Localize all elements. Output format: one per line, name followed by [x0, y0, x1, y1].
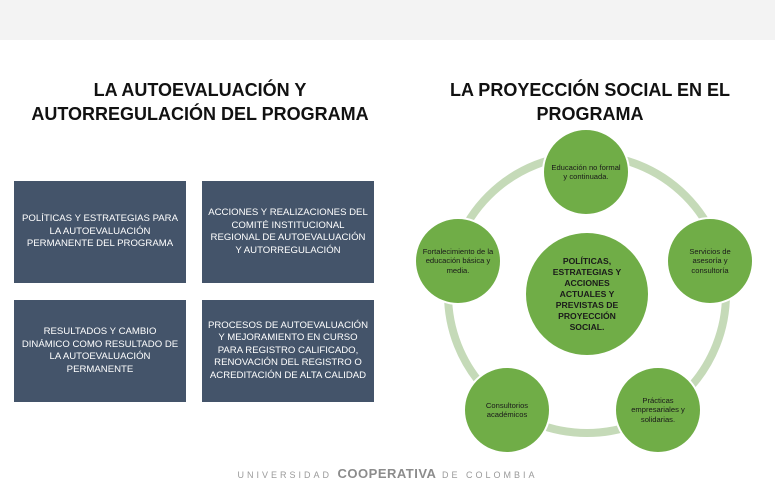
footer-brand: COOPERATIVA	[337, 466, 437, 481]
node-fortalecimiento-educacion: Fortalecimiento de la educación básica y media.	[414, 217, 502, 305]
node-educacion-no-formal: Educación no formal y continuada.	[542, 128, 630, 216]
node-practicas-empresariales: Prácticas empresariales y solidarias.	[614, 366, 702, 454]
node-center-politicas: POLÍTICAS, ESTRATEGIAS Y ACCIONES ACTUALES Y PREVISTAS DE PROYECCIÓN SOCIAL.	[524, 231, 650, 357]
node-servicios-asesoria: Servicios de asesoría y consultoría	[666, 217, 754, 305]
box-resultados-cambio: RESULTADOS Y CAMBIO DINÁMICO COMO RESULTADO DE LA AUTOEVALUACIÓN PERMANENTE	[14, 300, 186, 402]
autoevaluacion-title-line2: AUTORREGULACIÓN DEL PROGRAMA	[31, 104, 369, 124]
footer-prefix: UNIVERSIDAD	[237, 470, 333, 480]
autoevaluacion-title	[20, 78, 380, 126]
box-procesos-autoevaluacion: PROCESOS DE AUTOEVALUACIÓN Y MEJORAMIENTO EN CURSO PARA REGISTRO CALIFICADO, RENOVACIÓN DEL REGISTRO O ACREDITACIÓN DE ALTA CALIDAD	[202, 300, 374, 402]
autoevaluacion-title-line1: LA AUTOEVALUACIÓN Y	[93, 80, 307, 100]
proyeccion-title-line2: PROGRAMA	[536, 104, 644, 124]
footer-suffix: DE COLOMBIA	[441, 470, 538, 480]
box-politicas-estrategias: POLÍTICAS Y ESTRATEGIAS PARA LA AUTOEVALUACIÓN PERMANENTE DEL PROGRAMA	[14, 181, 186, 283]
proyeccion-title-line1: LA PROYECCIÓN SOCIAL EN EL	[449, 80, 731, 100]
proyeccion-social-title	[430, 78, 750, 126]
box-acciones-comite: ACCIONES Y REALIZACIONES DEL COMITÉ INSTITUCIONAL REGIONAL DE AUTOEVALUACIÓN Y AUTORREGULACIÓN	[202, 181, 374, 283]
footer-university-logo	[0, 467, 775, 482]
proyeccion-cycle-diagram	[400, 120, 775, 455]
node-consultorios-academicos: Consultorios académicos	[463, 366, 551, 454]
top-band	[0, 0, 775, 40]
